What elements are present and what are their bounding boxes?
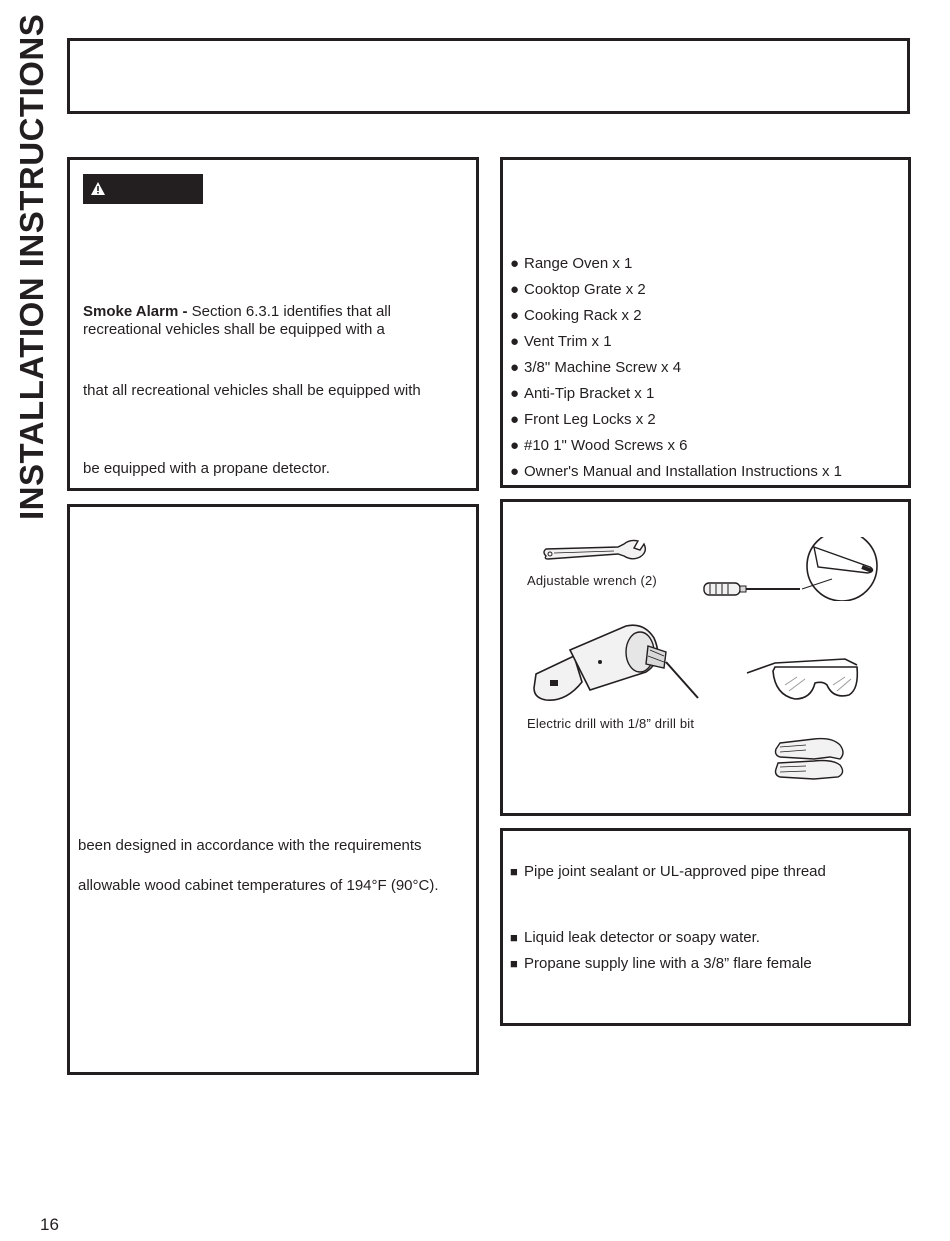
cabinet-line-2: allowable wood cabinet temperatures of 194°F (90°C). [78, 877, 439, 894]
safety-glasses-icon [745, 655, 861, 703]
list-item: ■ Liquid leak detector or soapy water. [510, 929, 760, 946]
wrench-label: Adjustable wrench (2) [527, 573, 657, 588]
smoke-alarm-line-2: recreational vehicles shall be equipped with a [83, 321, 385, 338]
list-item: ■ Pipe joint sealant or UL-approved pipe thread [510, 863, 826, 880]
wrench-icon [540, 538, 648, 566]
header-box [67, 38, 910, 114]
list-item: ● Cooking Rack x 2 [510, 307, 642, 324]
smoke-alarm-line-1 [83, 303, 391, 321]
side-title: INSTALLATION INSTRUCTIONS [13, 13, 50, 520]
drill-icon [530, 622, 702, 704]
list-item: ● 3/8" Machine Screw x 4 [510, 359, 682, 376]
list-item: ● Front Leg Locks x 2 [510, 411, 656, 428]
page-number: 16 [40, 1215, 59, 1234]
co-alarm-line: that all recreational vehicles shall be equipped with [83, 382, 421, 399]
cabinet-line-1: been designed in accordance with the requirements [78, 837, 422, 854]
list-item: ● Anti-Tip Bracket x 1 [510, 385, 655, 402]
list-item: ● Cooktop Grate x 2 [510, 281, 646, 298]
list-item: ● Range Oven x 1 [510, 255, 633, 272]
list-item: ● Owner's Manual and Installation Instructions x 1 [510, 463, 843, 480]
screwdriver-icon [702, 537, 882, 601]
list-item: ● #10 1" Wood Screws x 6 [510, 437, 688, 454]
propane-detector-line: be equipped with a propane detector. [83, 460, 330, 477]
list-item: ● Vent Trim x 1 [510, 333, 612, 350]
smoke-alarm-text: Section 6.3.1 identifies that all [191, 303, 391, 320]
materials-list [510, 859, 826, 885]
list-item: ■ Propane supply line with a 3/8” flare female [510, 955, 812, 972]
materials-list-2 [510, 925, 812, 977]
cabinet-box [67, 504, 479, 1075]
gloves-icon [770, 735, 848, 781]
drill-label: Electric drill with 1/8” drill bit [527, 716, 695, 731]
parts-list [510, 251, 842, 485]
smoke-alarm-label: Smoke Alarm - [83, 303, 192, 320]
warning-badge [83, 174, 203, 204]
warning-triangle-icon [91, 182, 105, 195]
